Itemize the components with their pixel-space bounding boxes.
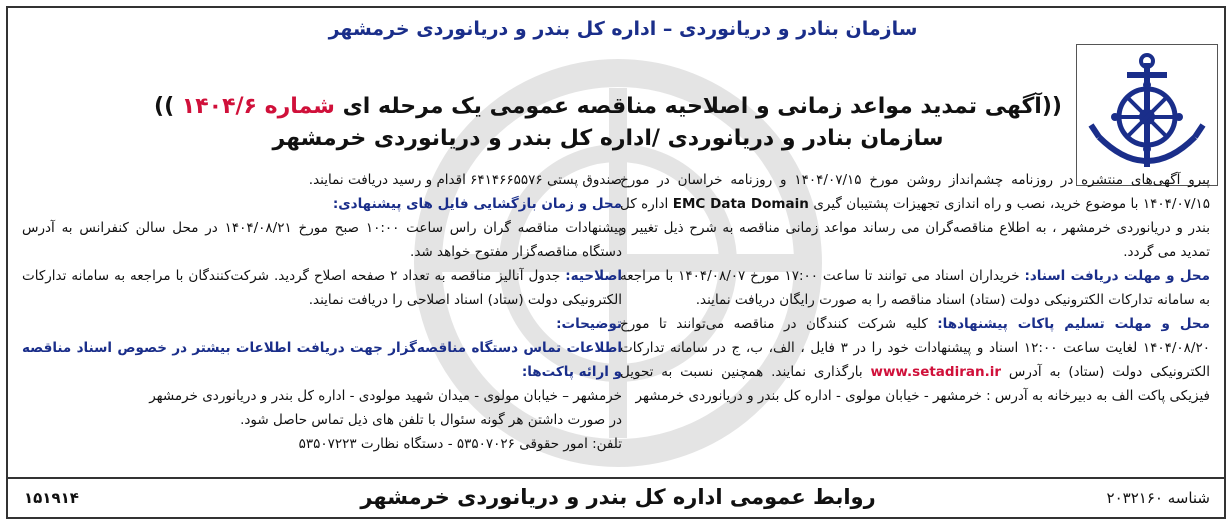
submit-section: محل و مهلت تسلیم پاکات پیشنهادها: کلیه شرکت کنندگان در مناقصه می‌توانند تا مورخ ۱۴۰۴/۰۸/۲۰ لغایت ساعت ۱۲:۰۰ اسناد و پیشنهادات خود را در ۳ فایل ، الف، ب، ج در سامانه تدارکات الکترونیکی دولت (ستاد) به آدرس www.setadiran.ir بارگذاری نمایند. همچنین نسبت به تحویل فیزیکی پاکت الف به دبیرخانه به آدرس : خرمشهر - خیابان مولوی - اداره کل بندر و دریانوردی خرمشهر: [620, 316, 1210, 404]
address-line: خرمشهر – خیابان مولوی - میدان شهید مولودی - اداره کل بندر و دریانوردی خرمشهر: [149, 388, 622, 404]
footer-title: روابط عمومی اداره کل بندر و دریانوردی خرمشهر: [360, 485, 876, 509]
amend-section: اصلاحیه: جدول آنالیز مناقصه به تعداد ۲ صفحه اصلاح گردید. شرکت‌کنندگان با مراجعه به سامانه تدارکات الکترونیکی دولت (ستاد) اسناد اصلاحی را دریافت نمایند.: [22, 268, 623, 308]
phones-line: تلفن: امور حقوقی ۵۳۵۰۷۰۲۶ - دستگاه نظارت ۵۳۵۰۷۲۲۳: [298, 436, 622, 452]
intro-paragraph: پیرو آگهی‌های منتشره در روزنامه چشم‌انداز روشن مورخ ۱۴۰۴/۰۷/۱۵ و روزنامه خراسان در مورخ ۱۴۰۴/۰۷/۱۵ با موضوع خرید، نصب و راه اندازی تجهیزات پشتیبان گیری EMC Data Domain اداره کل بندر و دریانوردی خرمشهر ، به اطلاع مناقصه‌گران می رساند مواعد زمانی مناقصه به شرح ذیل تغییر و تمدید می گردد.: [620, 172, 1210, 260]
submit-heading: محل و مهلت تسلیم پاکات پیشنهادها:: [937, 316, 1210, 332]
website-link[interactable]: www.setadiran.ir: [870, 364, 1002, 380]
left-column: [22, 168, 622, 456]
footer-code: ۱۵۱۹۱۴: [24, 489, 79, 507]
notice-title-suffix: )): [154, 94, 175, 119]
organization-heading: سازمان بنادر و دریانوردی – اداره کل بندر و دریانوردی خرمشهر: [328, 18, 918, 40]
right-column: [620, 168, 1210, 408]
anchor-wheel-icon: [1077, 45, 1217, 185]
organization-logo: [1076, 44, 1218, 186]
notice-subtitle: سازمان بنادر و دریانوردی /اداره کل بندر و دریانوردی خرمشهر: [272, 126, 944, 151]
footer-bar: [8, 477, 1224, 517]
notice-title-prefix: ((آگهی تمدید مواعد زمانی و اصلاحیه مناقصه عمومی یک مرحله ای: [342, 94, 1062, 119]
amend-heading: اصلاحیه:: [565, 268, 623, 284]
docs-section: محل و مهلت دریافت اسناد: خریداران اسناد می توانند تا ساعت ۱۷:۰۰ مورخ ۱۴۰۴/۰۸/۰۷ با مراجعه به سامانه تدارکات الکترونیکی دولت (ستاد) اسناد مناقصه را به صورت رایگان دریافت نمایند.: [620, 268, 1210, 308]
notice-frame: [6, 6, 1226, 519]
questions-line: در صورت داشتن هر گونه سئوال با تلفن های ذیل تماس حاصل شود.: [240, 412, 622, 428]
opening-text: پیشنهادات مناقصه گران راس ساعت ۱۰:۰۰ صبح مورخ ۱۴۰۴/۰۸/۲۱ در محل سالن کنفرانس به آدرس دستگاه مناقصه‌گزار مفتوح خواهد شد.: [22, 220, 622, 260]
notice-title: [128, 94, 1088, 119]
product-name: EMC Data Domain: [672, 196, 809, 212]
opening-heading: محل و زمان بازگشایی فایل های پیشنهادی:: [332, 196, 622, 212]
docs-heading: محل و مهلت دریافت اسناد:: [1024, 268, 1210, 284]
notice-number: شماره ۱۴۰۴/۶: [181, 94, 335, 119]
postal-line: صندوق پستی ۶۴۱۴۶۶۵۵۷۶ اقدام و رسید دریافت نمایند.: [308, 172, 622, 188]
contact-heading: اطلاعات تماس دستگاه مناقصه‌گزار جهت دریافت اطلاعات بیشتر در خصوص اسناد مناقصه و ارائه پاکت‌ها:: [22, 340, 622, 380]
notes-heading: توضیحات:: [556, 316, 622, 332]
footer-id: شناسه ۲۰۳۲۱۶۰: [1106, 489, 1210, 507]
